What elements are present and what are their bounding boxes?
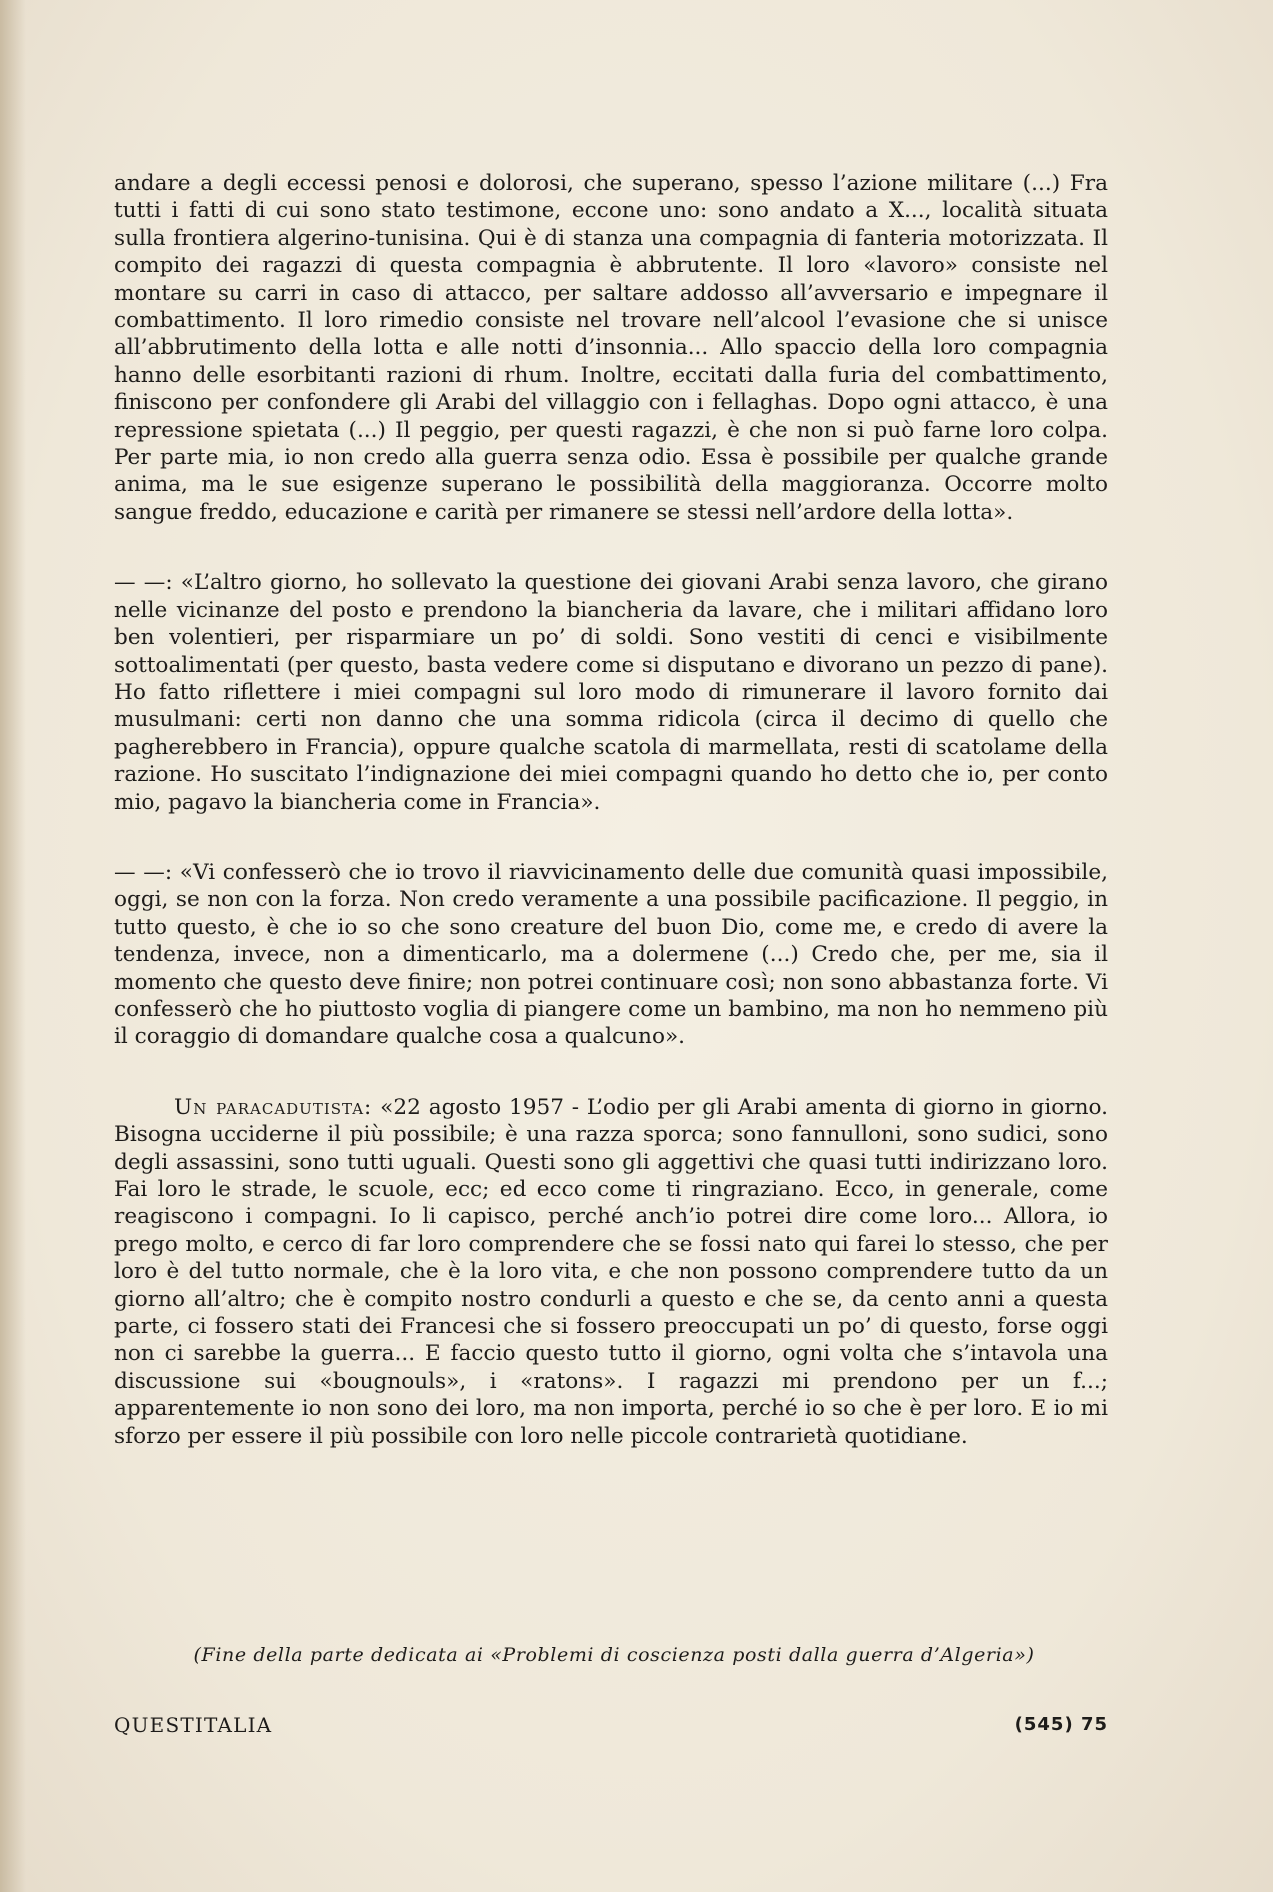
- journal-name: QUESTITALIA: [114, 1713, 273, 1737]
- paragraph-2: [114, 569, 1108, 816]
- paragraph-1-text: andare a degli eccessi penosi e dolorosi, che superano, spesso l’azione militare (...) Fra tutti i fatti di cui sono stato testimone, eccone uno: sono andato a X..., località situata sulla frontiera algerino-tunisina. Qui è di stanza una compagnia di fanteria motorizzata. Il compito dei ragazzi di questa compagnia è abbrutente. Il loro «lavoro» consiste nel montare su carri in caso di attacco, per saltare addosso all’avversario e impegnare il combattimento. Il loro rimedio consiste nel trovare nell’alcool l’evasione che si unisce all’abbrutimento della lotta e alle notti d’insonnia... Allo spaccio della loro compagnia hanno delle esorbitanti razioni di rhum. Inoltre, eccitati dalla furia del combattimento, finiscono per confondere gli Arabi del villaggio con i fellaghas. Dopo ogni attacco, è una repressione spietata (...) Il peggio, per questi ragazzi, è che non si può farne loro colpa. Per parte mia, io non credo alla guerra senza odio. Essa è possibile per qualche grande anima, ma le sue esigenze superano le possibilità della maggioranza. Occorre molto sangue freddo, educazione e carità per rimanere se stessi nell’ardore della lotta».: [114, 171, 1108, 525]
- page-number: (545) 75: [1014, 1714, 1108, 1735]
- closing-note: (Fine della parte dedicata ai «Problemi di coscienza posti dalla guerra d’Algeria»): [193, 1644, 1035, 1666]
- paragraph-3-text: — —: «Vi confesserò che io trovo il riavvicinamento delle due comunità quasi impossibile, oggi, se non con la forza. Non credo veramente a una possibile pacificazione. Il peggio, in tutto questo, è che io so che sono creature del buon Dio, come me, e credo di avere la tendenza, invece, non a dimenticarlo, ma a dolermene (...) Credo che, per me, sia il momento che questo deve finire; non potrei continuare così; non sono abbastanza forte. Vi confesserò che ho piuttosto voglia di piangere come un bambino, ma non ho nemmeno più il coraggio di domandare qualche cosa a qualcuno».: [114, 859, 1108, 1050]
- paragraph-4: [114, 1094, 1108, 1450]
- page-footer: [114, 1712, 1108, 1738]
- paragraph-1: [114, 170, 1108, 526]
- paragraph-3: [114, 859, 1108, 1051]
- paragraph-2-text: — —: «L’altro giorno, ho sollevato la questione dei giovani Arabi senza lavoro, che girano nelle vicinanze del posto e prendono la biancheria da lavare, che i militari affidano loro ben volentieri, per risparmiare un po’ di soldi. Sono vestiti di cenci e visibilmente sottoalimentati (per questo, basta vedere come si disputano e divorano un pezzo di pane). Ho fatto riflettere i miei compagni sul loro modo di rimunerare il lavoro fornito dai musulmani: certi non danno che una somma ridicola (circa il decimo di quello che pagherebbero in Francia), oppure qualche scatola di marmellata, resti di scatolame della razione. Ho suscitato l’indignazione dei miei compagni quando ho detto che io, per conto mio, pagavo la biancheria come in Francia».: [114, 570, 1108, 815]
- speaker-label: Un paracadutista:: [174, 1094, 373, 1120]
- body-text: [114, 170, 1108, 1450]
- paragraph-4-text: «22 agosto 1957 - L’odio per gli Arabi amenta di giorno in giorno. Bisogna ucciderne il più possibile; è una razza sporca; sono fannulloni, sono sudici, sono degli assassini, sono tutti uguali. Questi sono gli aggettivi che quasi tutti indirizzano loro. Fai loro le strade, le scuole, ecc; ed ecco come ti ringraziano. Ecco, in generale, come reagiscono i compagni. Io li capisco, perché anch’io potrei dire come loro... Allora, io prego molto, e cerco di far loro comprendere che se fossi nato qui farei lo stesso, che per loro è del tutto normale, che è la loro vita, e che non possono comprendere tutto da un giorno all’altro; che è compito nostro condurli a questo e che se, da cento anni a questa parte, ci fossero stati dei Francesi che si fossero preoccupati un po’ di questo, forse oggi non ci sarebbe la guerra... E faccio questo tutto il giorno, ogni volta che s’intavola una discussione sui «bougnouls», i «ratons». I ragazzi mi prendono per un f...; apparentemente io non sono dei loro, ma non importa, perché io so che è per loro. E io mi sforzo per essere il più possibile con loro nelle piccole contrarietà quotidiane.: [114, 1094, 1108, 1449]
